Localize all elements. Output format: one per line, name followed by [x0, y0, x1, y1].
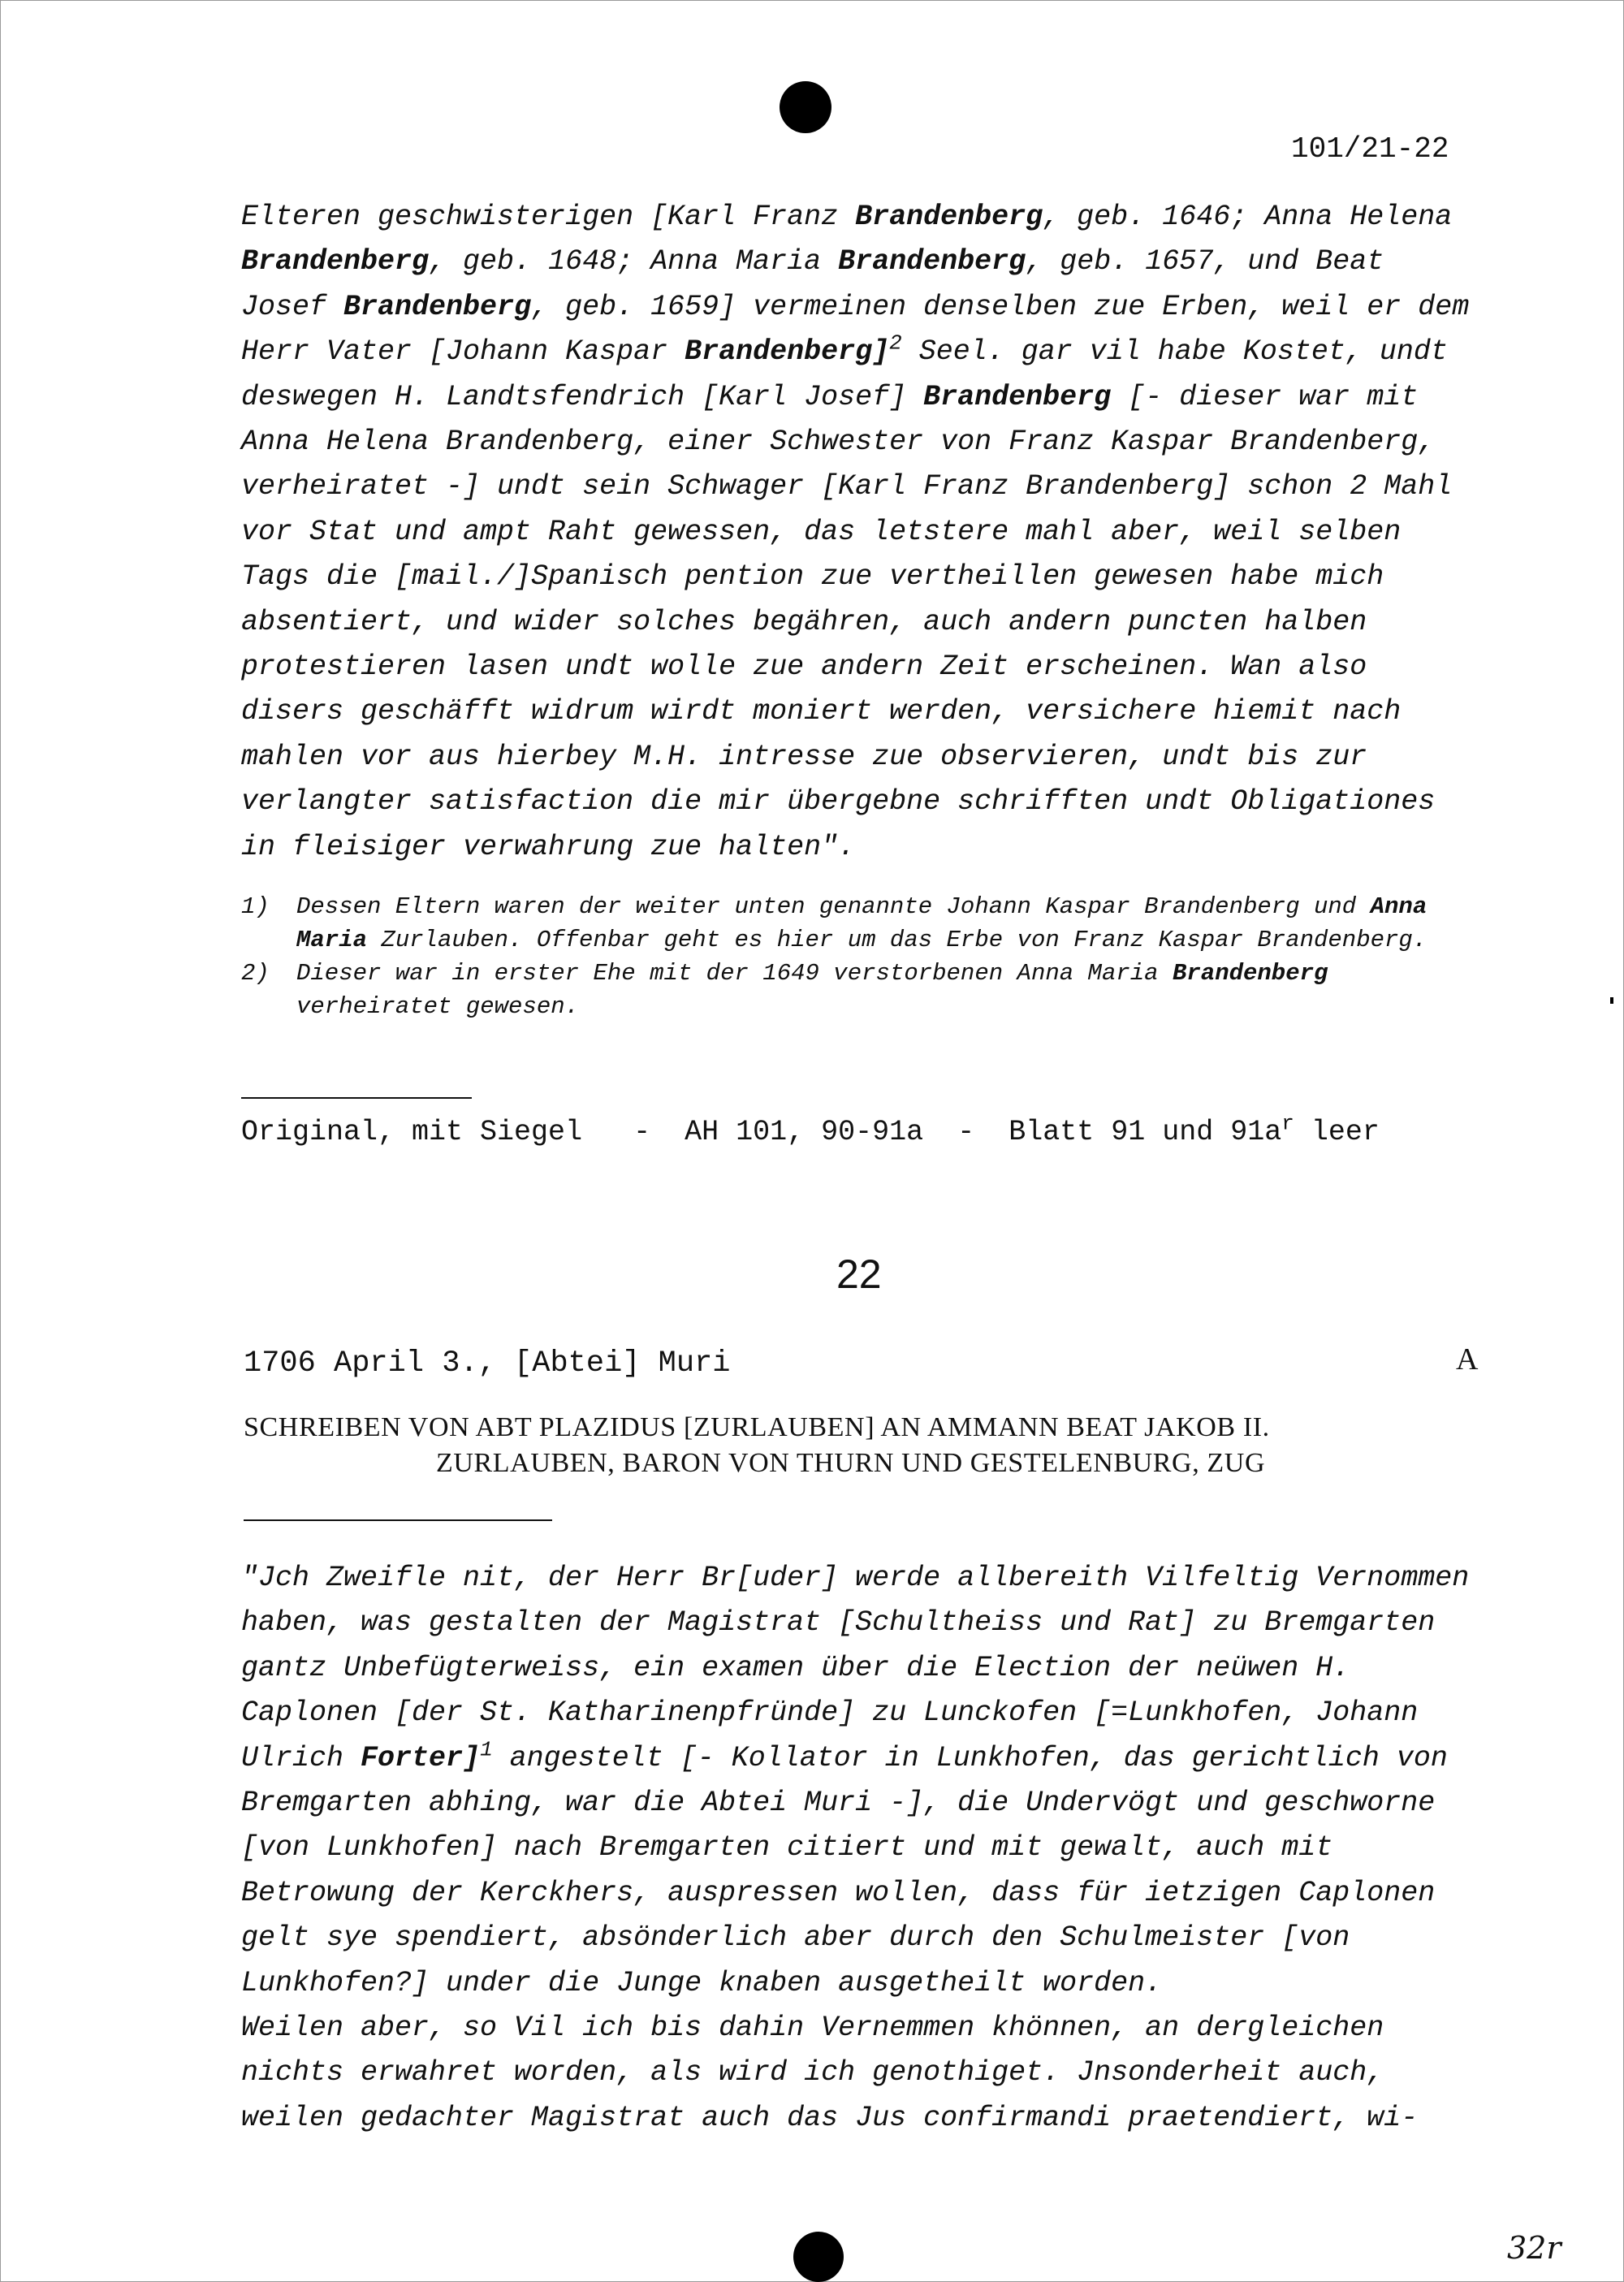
text-run: Weilen aber, so Vil ich bis dahin Vernemmen khönnen, an dergleichen nichts erwahret worden, als wird ich genothiget. Jnsonderheit auch, weilen gedachter Magistrat auch das Jus confirmandi praetendiert, wi- [241, 2012, 1419, 2134]
footnote-2 [241, 957, 1484, 1023]
punch-hole-bottom [793, 2232, 844, 2282]
footnote-reference: 1 [480, 1736, 493, 1761]
text-run: Dieser war in erster Ehe mit der 1649 verstorbenen Anna Maria [296, 960, 1173, 987]
bold-name: Brandenberg [241, 245, 430, 279]
title-line-1: SCHREIBEN VON ABT PLAZIDUS [ZURLAUBEN] AN AMMANN BEAT JAKOB II. [244, 1412, 1270, 1442]
text-run: [- dieser war mit Anna Helena Brandenberg, einer Schwester von Franz Kaspar Brandenberg, verheiratet -] undt sein Schwager [Karl Franz Brandenberg] schon 2 Mahl vor Stat und ampt Raht gewessen, das letstere mahl aber, weil selben Tags die [mail./]Spanisch pention zue vertheillen gewesen habe mich absentiert, und wider solches begähren, auch andern puncten halben protestieren lasen undt wolle zue andern Zeit erscheinen. Wan also disers geschäfft widrum wirdt moniert werden, versichere hiemit nach mahlen vor aus hierbey M.H. intresse zue observieren, undt bis zur verlangter satisfaction die mir übergebne schrifften undt Obligationes in fleisiger verwahrung zue halten". [241, 380, 1453, 863]
footnote-text [296, 890, 1484, 957]
bold-name: Brandenberg [838, 245, 1026, 279]
document-date-place: 1706 April 3., [Abtei] Muri [244, 1346, 731, 1381]
bold-name: Brandenberg [923, 380, 1112, 413]
source-original: Original, mit Siegel [241, 1116, 583, 1148]
text-run: , geb. 1646; Anna Helena [1043, 201, 1453, 233]
letter-paragraph-2 [241, 2006, 1484, 2141]
bold-name: Brandenberg] [685, 335, 890, 369]
text-run: Dessen Eltern waren der weiter unten genannte Johann Kaspar Brandenberg und [296, 893, 1371, 920]
separator-rule [241, 1097, 472, 1099]
title-rule [244, 1519, 552, 1521]
bold-name: Anna Maria [296, 893, 1427, 953]
footnote-mark: 1) [241, 893, 270, 920]
punch-hole-top [780, 81, 831, 133]
footnote-1 [241, 890, 1484, 957]
document-title [244, 1410, 1478, 1481]
source-leer: leer [1311, 1116, 1380, 1148]
text-run: , geb. 1659] vermeinen denselben zue Erben, weil er dem Herr Vater [Johann Kaspar [241, 290, 1470, 369]
bold-name: Brandenberg [343, 290, 532, 323]
document-type-letter: A [1456, 1342, 1479, 1377]
letter-paragraph-1 [241, 1556, 1484, 2006]
bold-name: Brandenberg [1172, 960, 1328, 987]
source-blatt-sup: r [1281, 1111, 1294, 1136]
scan-mark [1610, 997, 1613, 1004]
bold-name: Forter] [361, 1741, 481, 1774]
footnote-mark: 2) [241, 960, 270, 987]
text-run: Zurlauben. Offenbar geht es hier um das Erbe von Franz Kaspar Brandenberg. [367, 927, 1427, 953]
source-archive: AH 101, 90-91a [685, 1116, 924, 1148]
continuation-text [241, 195, 1484, 870]
page-reference: 101/21-22 [1291, 132, 1449, 166]
document-number: 22 [836, 1251, 882, 1297]
source-blatt: Blatt 91 und 91a [1009, 1116, 1282, 1148]
footnote-reference: 2 [889, 331, 902, 356]
footnotes [241, 890, 1484, 1023]
text-run: , geb. 1648; Anna Maria [429, 245, 839, 279]
title-line-2: ZURLAUBEN, BARON VON THURN UND GESTELENBURG, ZUG [436, 1448, 1266, 1478]
text-run: angestelt [- Kollator in Lunkhofen, das gerichtlich von Bremgarten abhing, war die Abtei Muri -], die Undervögt und geschworne [von Lunkhofen] nach Bremgarten citiert und mit gewalt, auch mit Betrowung der Kerckhers, auspressen wollen, dass für ietzigen Caplonen gelt sye spendiert, absönderlich aber durch den Schulmeister [von Lunkhofen?] under die Junge knaben ausgetheilt worden. [241, 1741, 1448, 1999]
source-line: Original, mit Siegel - AH 101, 90-91a - Blatt 91 und $91a^r$ leer [241, 1111, 1380, 1148]
text-run: "Jch Zweifle nit, der Herr Br[uder] werde allbereith Vilfeltig Vernommen haben, was gestalten der Magistrat [Schultheiss und Rat] zu Bremgarten gantz Unbefügterweiss, ein examen über die Election der neüwen H. Caplonen [der St. Katharinenpfründe] zu Lunckofen [=Lunkhofen, Johann Ulrich [241, 1562, 1470, 1774]
text-run: verheiratet gewesen. [296, 993, 580, 1020]
folio-number: 32r [1507, 2230, 1561, 2266]
text-run: Seel. gar vil habe Kostet, undt deswegen H. Landtsfendrich [Karl Josef] [241, 335, 1448, 413]
bold-name: Brandenberg [855, 201, 1043, 233]
letter-text [241, 1556, 1484, 2141]
text-run: Elteren geschwisterigen [Karl Franz [241, 201, 856, 233]
continuation-paragraph [241, 195, 1484, 870]
text-run: , geb. 1657, und Beat Josef [241, 245, 1384, 323]
footnote-text [296, 957, 1484, 1023]
